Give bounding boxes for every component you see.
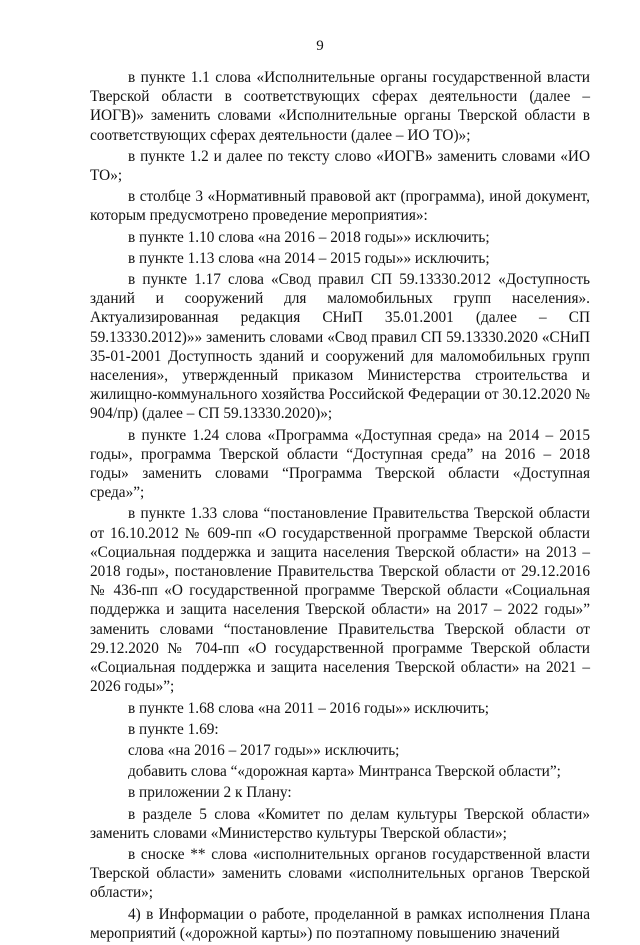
page-number: 9 xyxy=(316,38,324,54)
paragraph-4: в пункте 1.10 слова «на 2016 – 2018 годы»» исключить; xyxy=(128,228,490,246)
paragraph-13: в приложении 2 к Плану: xyxy=(128,784,292,802)
document-body xyxy=(90,68,590,945)
paragraph-16: 4) в Информации о работе, проделанной в рамках исполнения Плана мероприятий («дорожной карты») по поэтапному повышению значений xyxy=(90,905,590,942)
paragraph-1: в пункте 1.1 слова «Исполнительные органы государственной власти Тверской области в соответствующих сферах деятельности (далее – ИОГВ)» заменить словами «Исполнительные органы Тверской области в соответствующих сферах деятельности (далее – ИО ТО)»; xyxy=(90,69,590,144)
paragraph-9: в пункте 1.68 слова «на 2011 – 2016 годы»» исключить; xyxy=(128,699,490,717)
paragraph-8: в пункте 1.33 слова “постановление Правительства Тверской области от 16.10.2012 № 609-пп «О государственной программе Тверской области «Социальная поддержка и защита населения Тверской области» на 2013 – 2018 годы», постановление Правительства Тверской области от 29.12.2016 № 436-пп «О государственной программе Тверской области «Социальная поддержка и защита населения Тверской области» на 2017 – 2022 годы»” заменить словами “постановление Правительства Тверской области от 29.12.2020 № 704-пп «О государственной программе Тверской области «Социальная поддержка и защита населения Тверской области» на 2021 – 2026 годы»”; xyxy=(90,505,590,696)
paragraph-6: в пункте 1.17 слова «Свод правил СП 59.13330.2012 «Доступность зданий и сооружений для маломобильных групп населения». Актуализированная редакция СНиП 35.01.2001 (далее – СП 59.13330.2012)»» заменить словами «Свод правил СП 59.13330.2020 «СНиП 35-01-2001 Доступность зданий и сооружений для маломобильных групп населения», утвержденный приказом Министерства строительства и жилищно-коммунального хозяйства Российской Федерации от 30.12.2020 № 904/пр) (далее – СП 59.13330.2020)»; xyxy=(90,271,590,423)
paragraph-11: слова «на 2016 – 2017 годы»» исключить; xyxy=(128,741,400,759)
paragraph-10: в пункте 1.69: xyxy=(128,720,219,738)
paragraph-3: в столбце 3 «Нормативный правовой акт (программа), иной документ, которым предусмотрено проведение мероприятия»: xyxy=(90,188,590,225)
paragraph-15: в сноске ** слова «исполнительных органов государственной власти Тверской области» заменить словами «исполнительных органов Тверской области»; xyxy=(90,845,590,902)
paragraph-2: в пункте 1.2 и далее по тексту слово «ИОГВ» заменить словами «ИО ТО»; xyxy=(90,147,590,185)
paragraph-7: в пункте 1.24 слова «Программа «Доступная среда» на 2014 – 2015 годы», программа Тверской области “Доступная среда” на 2016 – 2018 годы» заменить словами “Программа Тверской области «Доступная среда»”; xyxy=(90,426,590,502)
paragraph-14: в разделе 5 слова «Комитет по делам культуры Тверской области» заменить словами «Министерство культуры Тверской области»; xyxy=(90,805,590,842)
paragraph-12: добавить слова “«дорожная карта» Минтранса Тверской области”; xyxy=(128,763,561,781)
paragraph-5: в пункте 1.13 слова «на 2014 – 2015 годы»» исключить; xyxy=(128,249,490,267)
